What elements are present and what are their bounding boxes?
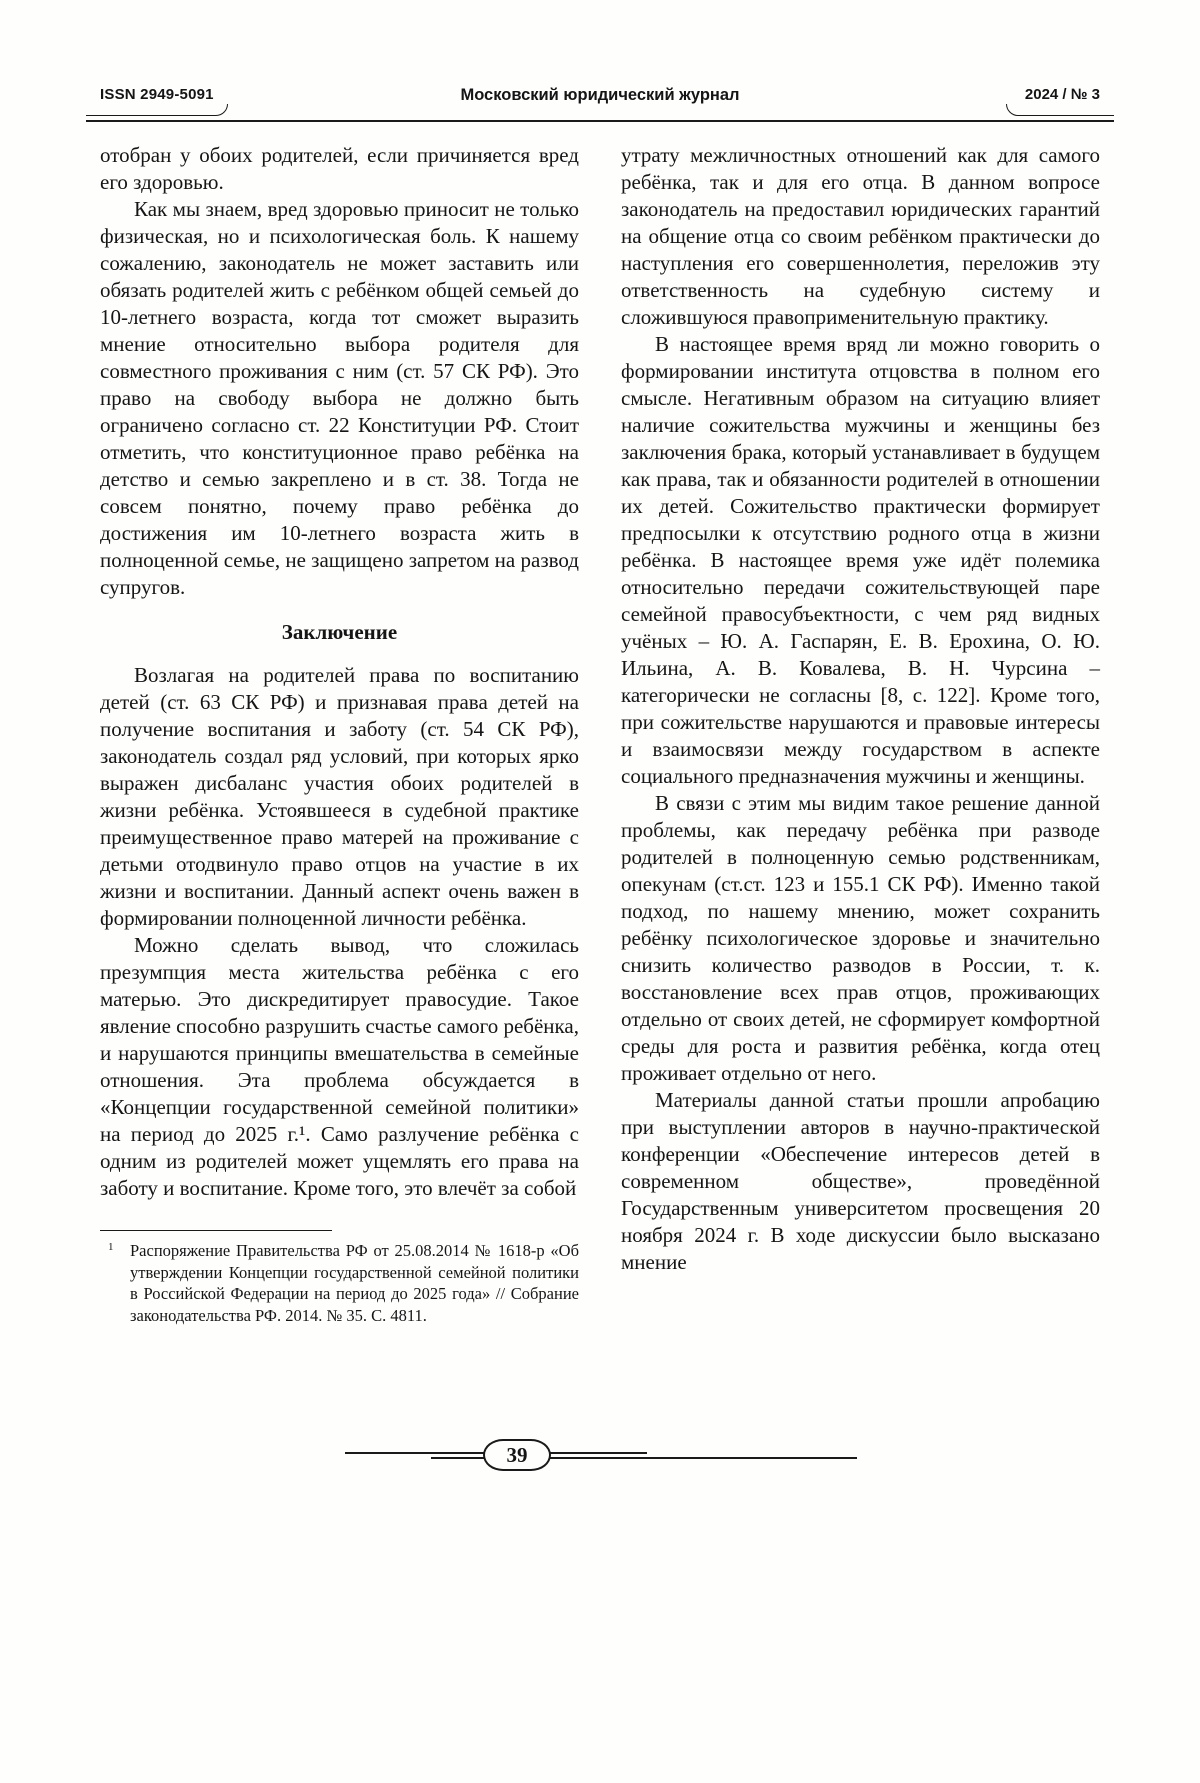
footnote-body bbox=[100, 1240, 579, 1326]
paragraph: Материалы данной статьи прошли апробацию при выступлении авторов в научно-практической конференции «Обеспечение интересов детей в современном обществе», проведённой Государственным университетом просвещения 20 ноября 2024 г. В ходе дискуссии было высказано мнение bbox=[621, 1088, 1100, 1274]
footnote bbox=[100, 1230, 579, 1326]
left-column bbox=[100, 142, 579, 1326]
journal-title: Московский юридический журнал bbox=[460, 86, 740, 104]
header-right-curve bbox=[1006, 104, 1114, 116]
article-body bbox=[100, 142, 1100, 1326]
page-header bbox=[86, 88, 1114, 122]
page-number: 39 bbox=[506, 1442, 528, 1467]
paragraph: Можно сделать вывод, что сложилась презумпция места жительства ребёнка с его матерью. Это дискредитирует правосудие. Такое явление способно разрушить счастье самого ребёнка, и нарушаются принципы вмешательства в семейные отношения. Эта проблема обсуждается в «Концепции государственной семейной политики» на период до 2025 г.¹. Само разлучение ребёнка с одним из родителей может ущемлять его права на заботу и воспитание. Кроме того, это влечёт за собой bbox=[100, 933, 579, 1200]
paragraph: Как мы знаем, вред здоровью приносит не только физическая, но и психологическая боль. К нашему сожалению, законодатель не может заставить или обязать родителей жить с ребёнком общей семьей до 10-летнего возраста, когда тот сможет выразить мнение относительно выбора родителя для совместного проживания с ним (ст. 57 СК РФ). Это право на свободу выбора не должно быть ограничено согласно ст. 22 Конституции РФ. Стоит отметить, что конституционное право ребёнка на детство и семью закреплено и в ст. 38. Тогда не совсем понятно, почему право ребёнка до достижения им 10-летнего возраста жить в полноценной семье, не защищено запретом на развод супругов. bbox=[100, 197, 579, 599]
footer-ornament bbox=[345, 1438, 857, 1482]
footnote-marker: 1 bbox=[108, 1241, 114, 1253]
paragraph: отобран у обоих родителей, если причиняется вред его здоровью. bbox=[100, 143, 579, 194]
section-heading: Заключение bbox=[281, 620, 398, 644]
header-rule bbox=[86, 120, 1114, 122]
header-left-curve bbox=[86, 104, 228, 116]
footnote-rule bbox=[100, 1230, 332, 1231]
issn-label: ISSN 2949-5091 bbox=[100, 86, 214, 103]
issue-label: 2024 / № 3 bbox=[1024, 86, 1100, 103]
paragraph: утрату межличностных отношений как для самого ребёнка, так и для его отца. В данном вопросе законодатель на предоставил юридических гарантий на общение отца со своим ребёнком практически до наступления его совершеннолетия, переложив эту ответственность на судебную систему и сложившуюся правоприменительную практику. bbox=[621, 143, 1100, 329]
paragraph: В связи с этим мы видим такое решение данной проблемы, как передачу ребёнка при разводе родителей в полноценную семью родственникам, опекунам (ст.ст. 123 и 155.1 СК РФ). Именно такой подход, по нашему мнению, может сохранить ребёнку психологическое здоровье и значительно снизить количество разводов в России, т. к. восстановление всех прав отцов, проживающих отдельно от своих детей, не сформирует комфортной среды для роста и развития ребёнка, когда отец проживает отдельно от него. bbox=[621, 791, 1100, 1085]
footnote-text: Распоряжение Правительства РФ от 25.08.2014 № 1618-р «Об утверждении Концепции государственной семейной политики в Российской Федерации на период до 2025 года» // Собрание законодательства РФ. 2014. № 35. С. 4811. bbox=[130, 1241, 579, 1325]
paragraph: Возлагая на родителей права по воспитанию детей (ст. 63 СК РФ) и признавая права детей на получение воспитания и заботу (ст. 54 СК РФ), законодатель создал ряд условий, при которых ярко выражен дисбаланс участия обоих родителей в жизни ребёнка. Устоявшееся в судебной практике преимущественное право матерей на проживание с детьми отодвинуло право отцов на участие в их жизни и воспитании. Данный аспект очень важен в формировании полноценной личности ребёнка. bbox=[100, 663, 579, 930]
right-column bbox=[621, 142, 1100, 1326]
paragraph: В настоящее время вряд ли можно говорить о формировании института отцовства в полном его смысле. Негативным образом на ситуацию влияет наличие сожительства мужчины и женщины без заключения брака, который устанавливает в будущем как права, так и обязанности родителей в отношении их детей. Сожительство практически формирует предпосылки к отсутствию родного отца в жизни ребёнка. В настоящее время уже идёт полемика относительно передачи сожительствующей паре семейной правосубъектности, с чем ряд видных учёных – Ю. А. Гаспарян, Е. В. Ерохина, О. Ю. Ильина, А. В. Ковалева, В. Н. Чурсина – категорически не согласны [8, с. 122]. Кроме того, при сожительстве нарушаются и правовые интересы и взаимосвязи между государством в аспекте социального предназначения мужчины и женщины. bbox=[621, 332, 1100, 788]
page-number-badge bbox=[483, 1439, 551, 1471]
